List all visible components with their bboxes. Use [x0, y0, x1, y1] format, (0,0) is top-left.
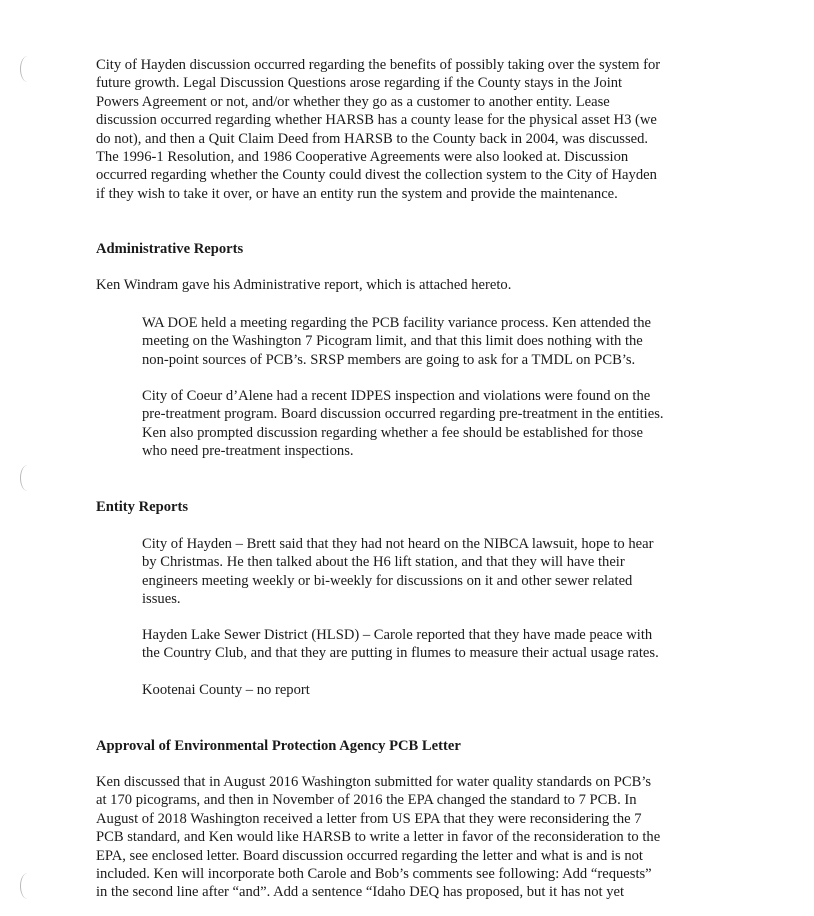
admin-item-coeur-dalene [142, 387, 727, 461]
text-line: August of 2018 Washington received a letter from US EPA that they were reconsidering the 7 [96, 810, 642, 827]
punch-hole-mark [20, 465, 35, 491]
text-line: Powers Agreement or not, and/or whether they go as a customer to another entity. Lease [96, 93, 610, 110]
text-line: do not), and then a Quit Claim Deed from HARSB to the County back in 2004, was discussed. [96, 130, 649, 147]
text-line: Ken also prompted discussion regarding whether a fee should be established for those [142, 424, 643, 441]
text-line: Ken discussed that in August 2016 Washington submitted for water quality standards on PCB’s [96, 774, 652, 790]
entity-reports-heading: Entity Reports [96, 499, 189, 515]
text-line: occurred regarding whether the County could divest the collection system to the City of Hayden [96, 167, 657, 184]
intro-paragraph [96, 56, 726, 203]
text-line: future growth. Legal Discussion Questions arose regarding if the County stays in the Joint [96, 75, 623, 92]
entity-hayden [142, 535, 727, 609]
text-line: if they wish to take it over, or have an entity run the system and provide the maintenance. [96, 185, 618, 202]
text-line: City of Hayden – Brett said that they had not heard on the NIBCA lawsuit, hope to hear [142, 536, 654, 552]
text-line: PCB standard, and Ken would like HARSB to write a letter in favor of the reconsideration to the [96, 829, 661, 846]
text-line: the Country Club, and that they are putting in flumes to measure their actual usage rates. [142, 645, 659, 662]
text-line: City of Coeur d’Alene had a recent IDPES inspection and violations were found on the [142, 388, 651, 404]
text-line: EPA, see enclosed letter. Board discussion occurred regarding the letter and what is and is not [96, 847, 643, 864]
punch-hole-mark [20, 56, 35, 82]
text-line: Ken Windram gave his Administrative report, which is attached hereto. [96, 277, 512, 293]
text-line: non-point sources of PCB’s. SRSP members are going to ask for a TMDL on PCB’s. [142, 351, 636, 368]
text-line: meeting on the Washington 7 Picogram limit, and that this limit does nothing with the [142, 333, 643, 350]
text-line: WA DOE held a meeting regarding the PCB facility variance process. Ken attended the [142, 315, 651, 331]
entity-hlsd [142, 626, 727, 663]
administrative-reports-heading: Administrative Reports [96, 241, 244, 257]
text-line: discussion occurred regarding whether HARSB has a county lease for the physical asset H3 (we [96, 112, 657, 129]
text-line: by Christmas. He then talked about the H6 lift station, and that they will have their [142, 554, 625, 571]
text-line: at 170 picograms, and then in November of 2016 the EPA changed the standard to 7 PCB. In [96, 792, 637, 809]
admin-item-wa-doe [142, 314, 727, 369]
punch-hole-mark [20, 873, 35, 899]
epa-paragraph [96, 773, 726, 902]
text-line: City of Hayden discussion occurred regarding the benefits of possibly taking over the system for [96, 57, 661, 73]
text-line: issues. [142, 591, 181, 608]
admin-intro [96, 276, 726, 294]
text-line: The 1996-1 Resolution, and 1986 Cooperative Agreements were also looked at. Discussion [96, 149, 629, 166]
entity-kootenai [142, 681, 727, 699]
text-line: Hayden Lake Sewer District (HLSD) – Carole reported that they have made peace with [142, 627, 653, 643]
text-line: engineers meeting weekly or bi-weekly for discussions on it and other sewer related [142, 572, 633, 589]
text-line: in the second line after “and”. Add a sentence “Idaho DEQ has proposed, but it has not yet [96, 884, 625, 901]
epa-letter-heading: Approval of Environmental Protection Agency PCB Letter [96, 738, 461, 754]
text-line: pre-treatment program. Board discussion occurred regarding pre-treatment in the entities. [142, 406, 664, 423]
text-line: included. Ken will incorporate both Carole and Bob’s comments see following: Add “requests” [96, 866, 652, 883]
text-line: Kootenai County – no report [142, 682, 310, 698]
text-line: who need pre-treatment inspections. [142, 443, 354, 460]
